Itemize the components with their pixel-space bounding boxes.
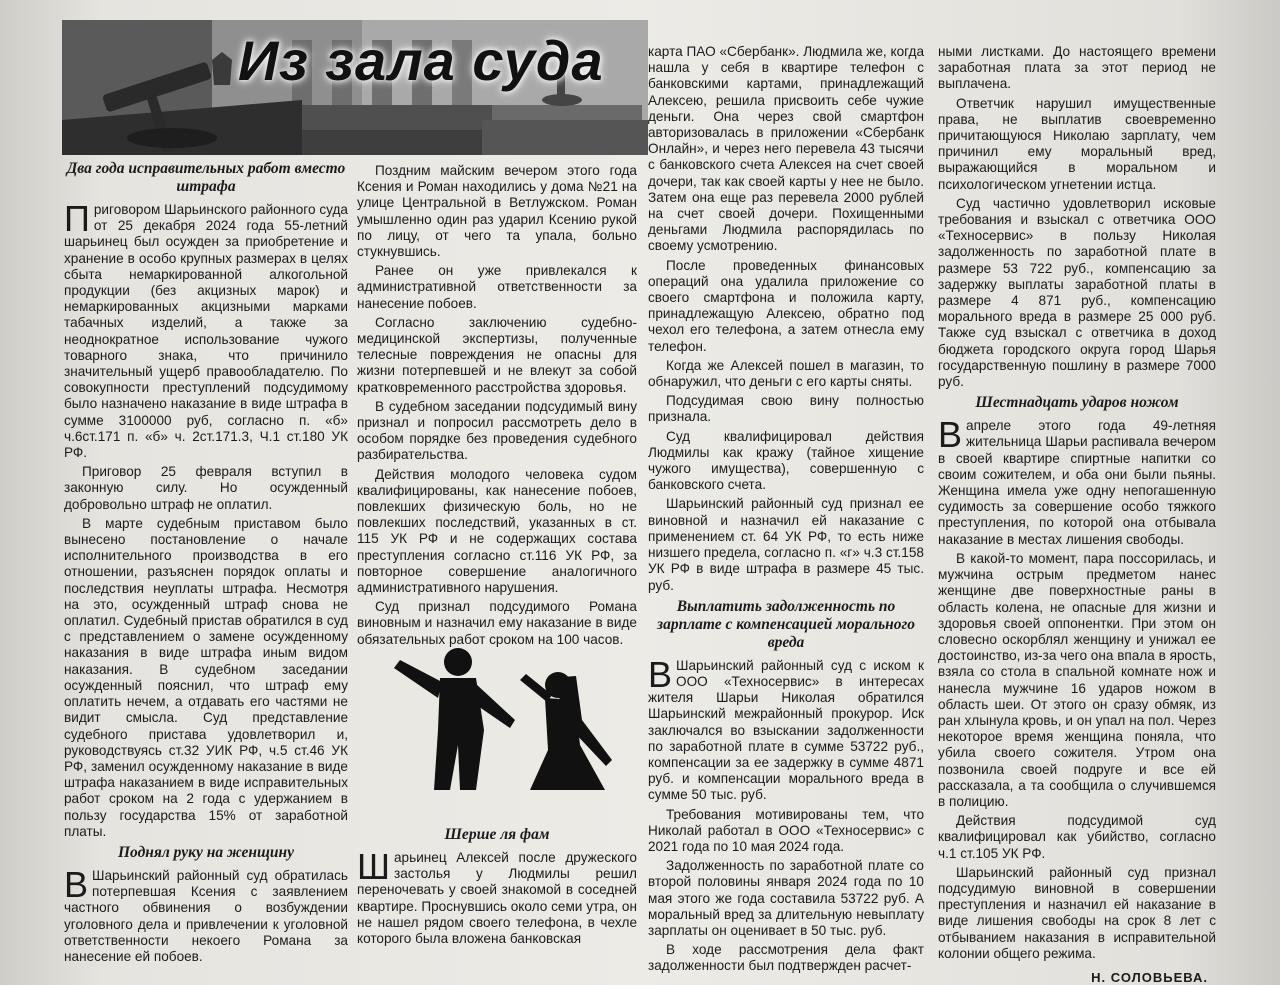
article-paragraph: Суд квалифицировал действия Людмилы как кражу (тайное хищение чужого имущества), совершенную с банковского счета. [648,428,924,493]
article-paragraph: Требования мотивированы тем, что Николай работал в ООО «Техносервис» с 2021 года по 10 мая 2024 года. [648,806,924,854]
article-paragraph: Когда же Алексей пошел в магазин, то обнаружил, что деньги с его карты сняты. [648,357,924,390]
article-paragraph: Поздним майским вечером этого года Ксения и Роман находились у дома №21 на улице Центральной в Ветлужском. Роман умышленно один раз ударил Ксению рукой по лицу, от чего та упала, больно стукнувшись. [357,163,637,260]
drop-cap: П [64,198,90,239]
article-paragraph: Действия молодого человека судом квалифицированы, как нанесение побоев, повлекших физическую боль, но не повлекших последствий, указанных в ст. 115 УК РФ и не содержащих состава преступления согласно ст.116 УК РФ, за повторное совершение аналогичного административного нарушения. [357,466,637,596]
article-paragraph: Вапреле этого года 49-летняя жительница Шарьи распивала вечером в своей квартире спиртные напитки со своим сожителем, и оба они были пьяны. Женщина имела уже одну непогашенную судимость за совершение особо тяжкого преступления, по которой она отбывала наказание в местах лишения свободы. [938,414,1216,547]
article-paragraph: В Шарьинский районный суд с иском к ООО «Техносервис» в интересах жителя Шарьи Николая обратился Шарьинский межрайонный прокурор. Иск заключался во взыскании задолженности по заработной плате в сумме 53722 руб., компенсации за ее задержку в сумме 4871 руб. и компенсации морального вреда в сумме 50 тыс. руб. [648,653,924,803]
silhouette-illustration [380,640,620,795]
article-paragraph: В марте судебным приставом было вынесено постановление о начале исполнительного производства в его отношении, разъяснен порядок оплаты и последствия неуплаты штрафа. Несмотря на это, осужденный штраф снова не оплатил. Судебный пристав обратился в суд с представлением о замене осужденному наказания в виде штрафа иным видом наказания. В судебном заседании осужденный пояснил, что штраф ему оплатить нечем, а отдавать его частями не видит смысла. Суд представление судебного пристава удовлетворил и, руководствуясь ст.32 УИК РФ, ч.5 ст.46 УК РФ, заменил осужденному наказание в виде штрафа наказанием в виде исправительных работ сроком на 2 года с удержанием в пользу государства 15% от заработной платы. [64,515,348,839]
article-paragraph: Ранее он уже привлекался к административной ответственности за нанесение побоев. [357,263,637,311]
article-heading: Шерше ля фам [444,826,550,843]
article-paragraph: В ходе рассмотрения дела факт задолженности был подтвержден расчет- [648,942,924,974]
drop-cap: Ш [357,846,390,887]
article-paragraph: Согласно заключению судебно-медицинской экспертизы, полученные телесные повреждения не опасны для жизни потерпевшей и не влекут за собой кратковременного расстройства здоровья. [357,314,637,395]
column-1 [64,156,348,968]
article-paragraph: В какой-то момент, пара поссорилась, и мужчина острым предметом нанес женщине две поверхностные раны в область колена, не опасные для жизни и здоровья своей оппонентки. При этом он словесно оскорблял женщину и унижал ее достоинство, из-за чего она впала в ярость, взяла со стола в спальной комнате нож и нанесла мужчине 16 ударов ножом в область шеи. От этого он сразу обмяк, из ран хлынула кровь, и он упал на пол. Через некоторое время женщина поняла, что убила своего сожителя. Утром она позвонила своей подруге и все ей рассказала, а та сообщила о случившемся в полицию. [938,550,1216,809]
section-banner [62,20,648,155]
article-paragraph: Подсудимая свою вину полностью признала. [648,393,924,425]
article-heading: Два года исправительных работ вместо штрафа [66,160,346,195]
column-2 [357,163,637,651]
section-title: Из зала суда [238,29,604,92]
drop-cap: В [648,653,673,695]
article-paragraph: ными листками. До настоящего времени заработная плата за этот период не выплачена. [938,44,1216,92]
article-paragraph: После проведенных финансовых операций она удалила приложение со своего смартфона и положила карту, принадлежащую Алексею, обратно под чехол его телефона, а затем отнесла ему телефон. [648,257,924,354]
article-paragraph: В судебном заседании подсудимый вину признал и попросил рассмотреть дело в особом порядке без проведения судебного разбирательства. [357,398,637,463]
article-paragraph: В Шарьинский районный суд обратилась потерпевшая Ксения с заявлением частного обвинения о возбуждении уголовного дела и привлечении к уголовной ответственности некоего Романа за нанесение ей побоев. [64,863,348,964]
article-paragraph: Ответчик нарушил имущественные права, не выплатив своевременно причитающуюся Николаю зарплату, чем причинил ему моральный вред, выражающийся в моральном и психологическом угнетении истца. [938,95,1216,192]
column-4 [938,44,1216,985]
article-heading: Поднял руку на женщину [117,843,295,861]
article-paragraph: Приговор 25 февраля вступил в законную силу. Но осужденный добровольно штраф не оплатил. [64,464,348,512]
article-paragraph: карта ПАО «Сбербанк». Людмила же, когда нашла у себя в квартире телефон с банковскими картами, принадлежащий Алексею, решила присвоить себе чужие деньги. Она через свой смартфон авторизовалась в приложении «Сбербанк Онлайн», и через него перевела 43 тысячи с банковского счета Алексея на счет своей дочери, так как своей карты у нее не было. Затем она еще раз перевела 2000 рублей на счет своей дочери. Похищенными деньгами Людмила распорядилась по своему усмотрению. [648,44,924,254]
article-paragraph: Шарьинский районный суд признал ее виновной и назначил ей наказание с применением ст. 64 УК РФ, то есть ниже низшего предела, согласно п. «г» ч.3 ст.158 УК РФ в виде штрафа в размере 45 тыс. руб. [648,496,924,593]
article-paragraph: Суд признал подсудимого Романа виновным и назначил ему наказание в виде обязательных работ сроком на 100 часов. [357,599,637,647]
article-heading: Выплатить задолженность по зарплате с компенсацией морального вреда [657,597,915,651]
article-heading: Шестнадцать ударов ножом [975,394,1179,412]
article-paragraph: Шарьинец Алексей после дружеского застолья у Людмилы решил переночевать у своей знакомой в соседней квартире. Проснувшись около семи утра, он не нашел рядом своего телефона, в чехле которого была вложена банковская [357,846,637,947]
article-paragraph: Шарьинский районный суд признал подсудимую виновной в совершении преступления и назначил ей наказание в виде лишения свободы на срок 8 лет с отбыванием наказания в исправительной колонии общего режима. [938,864,1216,961]
article-paragraph: Суд частично удовлетворил исковые требования и взыскал с ответчика ООО «Техносервис» в пользу Николая задолженность по заработной плате в размере 53 722 руб., компенсацию за задержку выплаты заработной платы в размере 4 871 руб., компенсацию морального вреда в размере 25 000 руб. Также суд взыскал с ответчика в доход бюджета городского округа город Шарья государственную пошлину в размере 7000 руб. [938,195,1216,390]
article-paragraph: Действия подсудимой суд квалифицировал как убийство, согласно ч.1 ст.105 УК РФ. [938,813,1216,861]
drop-cap: В [64,863,89,905]
column-2-bottom [357,822,637,950]
author-signature: Н. СОЛОВЬЕВА. [1091,969,1208,985]
drop-cap: В [938,414,963,456]
article-paragraph: Задолженность по заработной плате со второй половины января 2024 года по 10 мая этого же года составила 53722 руб. А моральный вред за длительную невыплату зарплаты он оценивает в 50 тыс. руб. [648,858,924,938]
column-3 [648,44,924,978]
article-paragraph: Приговором Шарьинского районного суда от 25 декабря 2024 года 55-летний шарьинец был осужден за приобретение и хранение в особо крупных размерах в целях сбыта немаркированной алкогольной продукции (без акцизных марок) и немаркированных акцизными марками табачных изделий, а также за неоднократное использование чужого товарного знака, что причинило значительный ущерб правообладателю. По совокупности преступлений подсудимому было назначено наказание в виде штрафа в сумме 3100000 руб, согласно п. «б» ч.6ст.171 п. «б» ч. 2ст.171.3, Ч.1 ст.180 УК РФ. [64,198,348,461]
